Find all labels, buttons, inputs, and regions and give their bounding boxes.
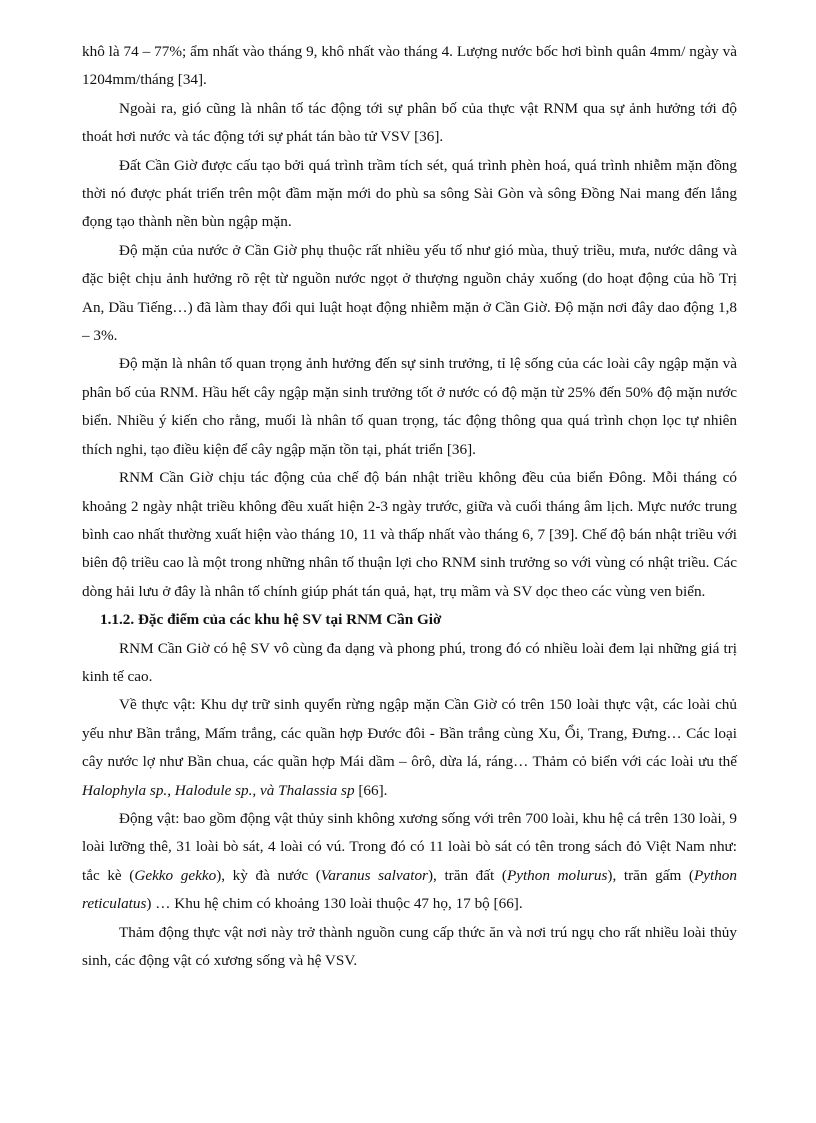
species-gekko: Gekko gekko bbox=[134, 866, 217, 884]
fauna-text-a: Động vật: bao gồm động vật thủy sinh không xương sống với trên 700 loài, khu hệ cá trên 130 loài, 9 loài lưỡng thê, 31 loài bò sát, 4 loài có vú. Trong đó có 11 loài bò sát có tên trong sách đỏ Việt Nam như: tắc kè ( bbox=[82, 809, 737, 884]
paragraph-biodiversity: RNM Cần Giờ có hệ SV vô cùng đa dạng và phong phú, trong đó có nhiều loài đem lại những giá trị kinh tế cao. bbox=[82, 639, 737, 685]
document-page bbox=[82, 38, 737, 975]
paragraph-salinity: Độ mặn của nước ở Cần Giờ phụ thuộc rất nhiều yếu tố như gió mùa, thuỷ triều, mưa, nước dâng và đặc biệt chịu ảnh hưởng rõ rệt từ nguồn nước ngọt ở thượng nguồn chảy xuống (do hoạt động của hồ Trị An, Dầu Tiếng…) đã làm thay đổi qui luật hoạt động nhiễm mặn ở Cần Giờ. Độ mặn nơi đây dao động 1,8 – 3%. bbox=[82, 241, 737, 345]
species-python-molurus: Python molurus bbox=[506, 866, 608, 884]
flora-species: Halophyla sp., Halodule sp., và Thalassia sp bbox=[82, 781, 355, 799]
fauna-text-c: ), trăn đất ( bbox=[427, 866, 507, 884]
paragraph-habitat: Thảm động thực vật nơi này trở thành nguồn cung cấp thức ăn và nơi trú ngụ cho rất nhiều loài thủy sinh, các động vật có xương sống và hệ VSV. bbox=[82, 923, 737, 969]
flora-text-a: Về thực vật: Khu dự trữ sinh quyển rừng ngập mặn Cần Giờ có trên 150 loài thực vật, các loài chủ yếu như Bần trắng, Mấm trắng, các quần hợp Đước đôi - Bần trắng cùng Xu, Ổi, Trang, Đưng… Các loại cây nước lợ như Bần chua, các quần hợp Mái dầm – ôrô, dừa lá, ráng… Thảm cỏ biển với các loài ưu thế bbox=[82, 696, 737, 771]
flora-text-b: [66]. bbox=[354, 781, 388, 799]
paragraph-humidity: khô là 74 – 77%; ẩm nhất vào tháng 9, khô nhất vào tháng 4. Lượng nước bốc hơi bình quân 4mm/ ngày và 1204mm/tháng [34]. bbox=[82, 43, 737, 89]
paragraph-fauna bbox=[82, 805, 737, 919]
paragraph-soil: Đất Cần Giờ được cấu tạo bởi quá trình trầm tích sét, quá trình phèn hoá, quá trình nhiễm mặn đồng thời nó được phát triển trên một đầm mặn mới do phù sa sông Sài Gòn và sông Đồng Nai mang đến lắng đọng tạo thành nền bùn ngập mặn. bbox=[82, 156, 737, 231]
section-heading: 1.1.2. Đặc điểm của các khu hệ SV tại RNM Cần Giờ bbox=[100, 611, 442, 629]
fauna-text-e: ) … Khu hệ chim có khoảng 130 loài thuộc 47 họ, 17 bộ [66]. bbox=[146, 895, 523, 913]
paragraph-flora bbox=[82, 691, 737, 805]
species-varanus: Varanus salvator bbox=[320, 866, 428, 884]
fauna-text-b: ), kỳ đà nước ( bbox=[216, 866, 321, 884]
species-python-reticulatus: Python reticulatus bbox=[82, 866, 737, 913]
paragraph-salinity-importance: Độ mặn là nhân tố quan trọng ảnh hưởng đến sự sinh trưởng, tỉ lệ sống của các loài cây ngập mặn và phân bố của RNM. Hầu hết cây ngập mặn sinh trưởng tốt ở nước có độ mặn từ 25% đến 50% độ mặn nước biển. Nhiều ý kiến cho rằng, muối là nhân tố quan trọng, tác động thông qua quá trình chọn lọc tự nhiên thích nghi, tạo điều kiện để cây ngập mặn tồn tại, phát triển [36]. bbox=[82, 355, 737, 458]
fauna-text-d: ), trăn gấm ( bbox=[607, 866, 694, 884]
paragraph-wind: Ngoài ra, gió cũng là nhân tố tác động tới sự phân bố của thực vật RNM qua sự ảnh hưởng tới độ thoát hơi nước và tác động tới sự phát tán bào tử VSV [36]. bbox=[82, 99, 737, 146]
paragraph-tides: RNM Cần Giờ chịu tác động của chế độ bán nhật triều không đều của biển Đông. Mỗi tháng có khoảng 2 ngày nhật triều không đều xuất hiện 2-3 ngày trước, giữa và cuối tháng âm lịch. Mực nước trung bình cao nhất thường xuất hiện vào tháng 10, 11 và thấp nhất vào tháng 6, 7 [39]. Chế độ bán nhật triều với biên độ triều cao là một trong những nhân tố thuận lợi cho RNM sinh trưởng so với vùng có nhật triều. Các dòng hải lưu ở đây là nhân tố chính giúp phát tán quả, hạt, trụ mầm và SV dọc theo các vùng ven biển. bbox=[82, 469, 737, 600]
